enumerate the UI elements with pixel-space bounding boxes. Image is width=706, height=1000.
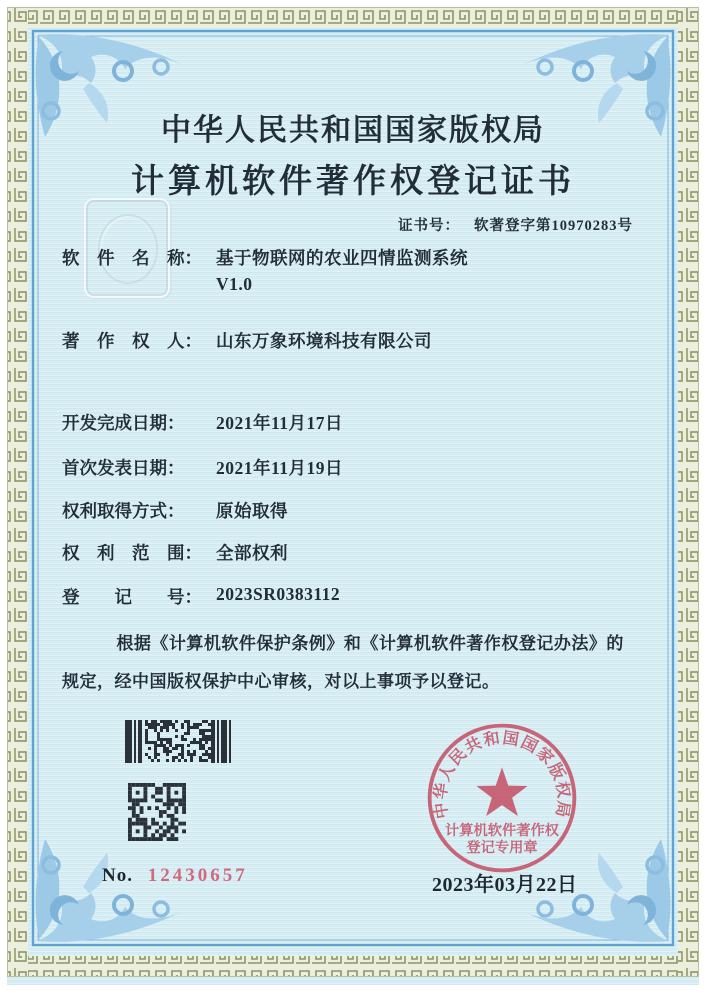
border-right (678, 8, 698, 976)
field-value: 2021年11月19日 (216, 458, 344, 478)
official-seal (425, 721, 579, 875)
field-label: 首次发表日期： (62, 458, 185, 478)
seal-arc-text: 中华人民共和国国家版权局 (432, 729, 572, 820)
certificate-number-value: 软著登字第10970283号 (474, 218, 633, 234)
field-label: 登 记 号： (62, 587, 202, 607)
serial-number-line (102, 865, 248, 887)
field-label: 权利取得方式： (62, 501, 185, 521)
field-row-copyright-owner (62, 328, 432, 353)
field-row-first-publish-date (62, 455, 343, 480)
field-row-rights-acquisition (62, 498, 288, 523)
border-top (8, 8, 698, 28)
statement-line1: 根据《计算机软件保护条例》和《计算机软件著作权登记办法》的 (116, 634, 624, 653)
certificate-title: 计算机软件著作权登记证书 (131, 164, 575, 200)
field-label: 著 作 权 人： (62, 331, 202, 351)
seal-line1: 计算机软件著作权 (445, 822, 559, 839)
star-icon (476, 767, 527, 816)
field-value: 原始取得 (216, 501, 288, 521)
field-row-rights-scope (62, 540, 288, 565)
field-value-line2: V1.0 (216, 274, 253, 294)
field-label: 权 利 范 围： (62, 543, 202, 563)
border-bottom (8, 956, 698, 976)
certificate (7, 7, 699, 985)
certificate-number-label: 证书号： (398, 218, 460, 234)
field-value: 全部权利 (216, 543, 288, 563)
field-value: 基于物联网的农业四情监测系统 V1.0 (216, 248, 468, 294)
field-value: 2021年11月17日 (216, 413, 344, 433)
qr-code (128, 783, 186, 841)
issue-date: 2023年03月22日 (432, 874, 578, 896)
statement-line2: 规定，经中国版权保护中心审核，对以上事项予以登记。 (62, 672, 500, 691)
field-label: 软 件 名 称： (62, 248, 202, 268)
seal-line2: 登记专用章 (466, 839, 538, 856)
field-row-software-name (62, 245, 468, 295)
field-row-dev-complete-date (62, 410, 343, 435)
certificate-number-line (398, 214, 633, 235)
field-row-registration-number (62, 584, 340, 609)
border-left (8, 8, 28, 976)
issuer-title: 中华人民共和国国家版权局 (161, 114, 545, 147)
field-value: 山东万象环境科技有限公司 (216, 331, 432, 351)
field-label: 开发完成日期： (62, 413, 185, 433)
serial-number: 12430657 (147, 865, 248, 886)
barcode (125, 720, 233, 763)
serial-prefix: No. (102, 865, 133, 886)
certificate-border (7, 7, 699, 985)
field-value: 2023SR0383112 (216, 584, 341, 604)
